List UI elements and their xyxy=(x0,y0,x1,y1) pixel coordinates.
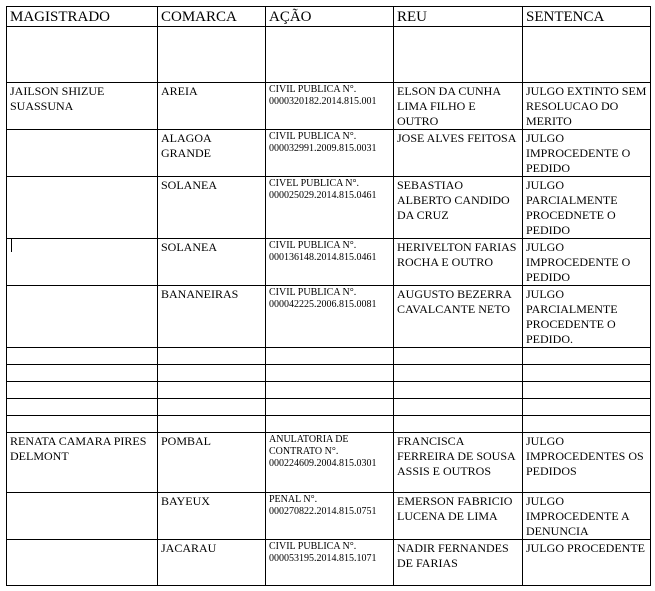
cell-comarca: SOLANEA xyxy=(158,239,266,286)
header-magistrado: MAGISTRADO xyxy=(7,7,158,27)
cell-acao: CIVIL PUBLICA N°. 000032991.2009.815.0031 xyxy=(266,130,394,177)
cell-comarca: JACARAU xyxy=(158,540,266,586)
cell-acao: ANULATORIA DE CONTRATO N°. 000224609.2004.815.0301 xyxy=(266,433,394,493)
table-row xyxy=(7,83,651,130)
table-row xyxy=(7,286,651,348)
text-cursor xyxy=(11,238,12,252)
cell-magistrado xyxy=(7,239,158,286)
cell-reu: JOSE ALVES FEITOSA xyxy=(394,130,523,177)
table-row xyxy=(7,130,651,177)
blank-row xyxy=(7,399,651,416)
cell-comarca: ALAGOA GRANDE xyxy=(158,130,266,177)
cell-acao: CIVIL PUBLICA N°. 000136148.2014.815.0461 xyxy=(266,239,394,286)
cell-sentenca: JULGO IMPROCEDENTE A DENUNCIA xyxy=(523,493,651,540)
cell-reu: EMERSON FABRICIO LUCENA DE LIMA xyxy=(394,493,523,540)
cell-magistrado xyxy=(7,130,158,177)
cell-sentenca: JULGO IMPROCEDENTES OS PEDIDOS xyxy=(523,433,651,493)
table-row xyxy=(7,239,651,286)
cell-acao: CIVIL PUBLICA N°. 000053195.2014.815.1071 xyxy=(266,540,394,586)
cell-magistrado xyxy=(7,540,158,586)
cell-magistrado xyxy=(7,493,158,540)
cell-sentenca: JULGO EXTINTO SEM RESOLUCAO DO MERITO xyxy=(523,83,651,130)
header-row xyxy=(7,7,651,27)
cell-reu: NADIR FERNANDES DE FARIAS xyxy=(394,540,523,586)
cell-acao: CIVEL PUBLICA N°. 000025029.2014.815.0461 xyxy=(266,177,394,239)
cell-reu: FRANCISCA FERREIRA DE SOUSA ASSIS E OUTROS xyxy=(394,433,523,493)
cell-comarca: SOLANEA xyxy=(158,177,266,239)
cell-comarca: BAYEUX xyxy=(158,493,266,540)
blank-row xyxy=(7,416,651,433)
blank-row xyxy=(7,348,651,365)
header-acao: AÇÃO xyxy=(266,7,394,27)
cell-acao: PENAL N°. 000270822.2014.815.0751 xyxy=(266,493,394,540)
cell-magistrado xyxy=(7,286,158,348)
cell-acao: CIVIL PUBLICA N°. 000042225.2006.815.0081 xyxy=(266,286,394,348)
header-reu: REU xyxy=(394,7,523,27)
cell-reu: AUGUSTO BEZERRA CAVALCANTE NETO xyxy=(394,286,523,348)
cell-sentenca: JULGO PARCIALMENTE PROCEDENTE O PEDIDO. xyxy=(523,286,651,348)
cell-comarca: AREIA xyxy=(158,83,266,130)
empty-row xyxy=(7,27,651,83)
cell-comarca: BANANEIRAS xyxy=(158,286,266,348)
table-row xyxy=(7,493,651,540)
cell-magistrado xyxy=(7,177,158,239)
cell-acao: CIVIL PUBLICA N°. 0000320182.2014.815.001 xyxy=(266,83,394,130)
table-row xyxy=(7,177,651,239)
header-sentenca: SENTENCA xyxy=(523,7,651,27)
cell-sentenca: JULGO IMPROCEDENTE O PEDIDO xyxy=(523,239,651,286)
table-row xyxy=(7,540,651,586)
blank-row xyxy=(7,382,651,399)
cell-magistrado: JAILSON SHIZUE SUASSUNA xyxy=(7,83,158,130)
cell-sentenca: JULGO PARCIALMENTE PROCEDNETE O PEDIDO xyxy=(523,177,651,239)
cell-reu: HERIVELTON FARIAS ROCHA E OUTRO xyxy=(394,239,523,286)
cell-comarca: POMBAL xyxy=(158,433,266,493)
cell-magistrado: RENATA CAMARA PIRES DELMONT xyxy=(7,433,158,493)
blank-row xyxy=(7,365,651,382)
sentences-table xyxy=(6,6,651,586)
cell-sentenca: JULGO PROCEDENTE xyxy=(523,540,651,586)
cell-reu: SEBASTIAO ALBERTO CANDIDO DA CRUZ xyxy=(394,177,523,239)
table-row xyxy=(7,433,651,493)
cell-reu: ELSON DA CUNHA LIMA FILHO E OUTRO xyxy=(394,83,523,130)
header-comarca: COMARCA xyxy=(158,7,266,27)
cell-sentenca: JULGO IMPROCEDENTE O PEDIDO xyxy=(523,130,651,177)
